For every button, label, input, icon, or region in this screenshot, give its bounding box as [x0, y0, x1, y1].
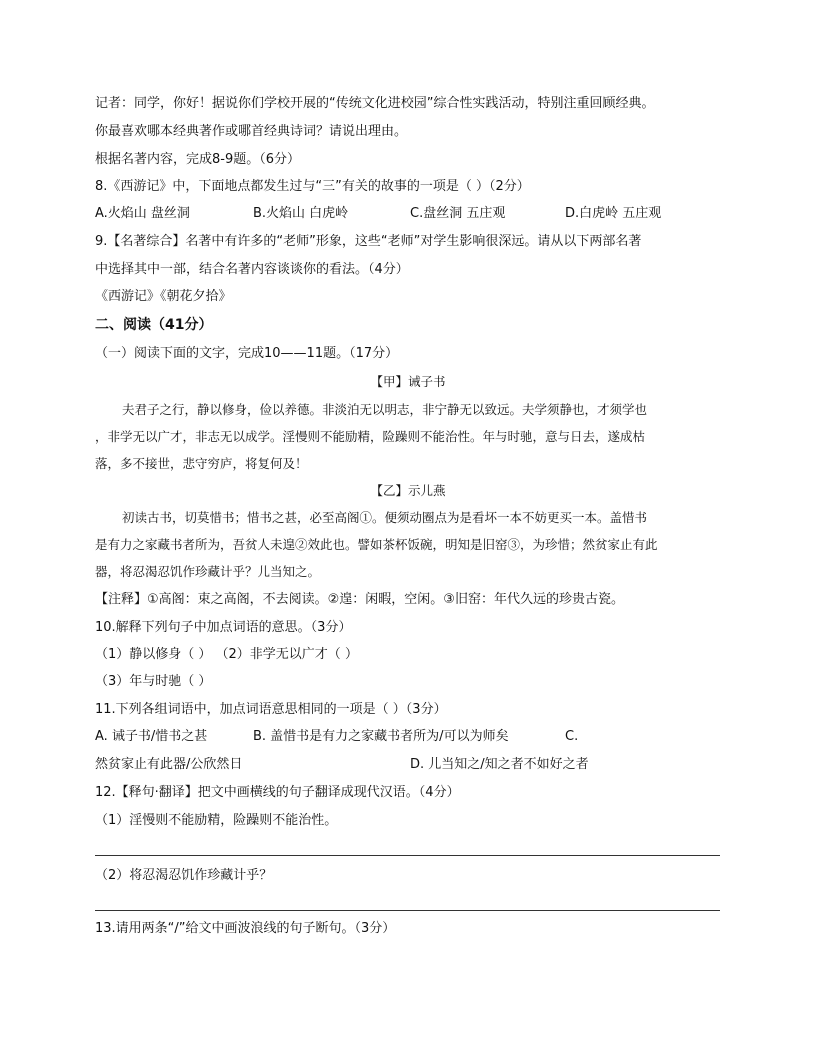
passage-a-line-2: ，非学无以广才，非志无以成学。淫慢则不能励精，险躁则不能治性。年与时驰，意与日去，遂成枯	[95, 429, 646, 444]
question-10-stem: 10.解释下列句子中加点词语的意思。（3分）	[95, 620, 352, 635]
passage-b-title: 【乙】示儿燕	[370, 483, 446, 498]
question-12-stem: 12.【释句·翻译】把文中画横线的句子翻译成现代汉语。（4分）	[95, 785, 460, 800]
question-8-option-c: C.盘丝洞 五庄观	[410, 206, 506, 221]
intro-line-1: 记者：同学，你好！据说你们学校开展的“传统文化进校园”综合性实践活动，特别注重回顾经典。	[95, 96, 655, 111]
question-9-line-2: 中选择其中一部，结合名著内容谈谈你的看法。（4分）	[95, 262, 409, 277]
question-10-line-1: （1）静以修身（ ） （2）非学无以广才（ ）	[95, 647, 358, 662]
question-11-option-c-continued: 然贫家止有此器/公欣然日	[95, 757, 243, 772]
passage-b-line-1: 初读古书，切莫惜书；惜书之甚，必至高阁①。便须动圈点为是看坏一本不妨更买一本。盖惜书	[122, 510, 648, 525]
question-11-option-a: A. 诫子书/惜书之甚	[95, 729, 208, 744]
question-9-line-1: 9.【名著综合】名著中有许多的“老师”形象，这些“老师”对学生影响很深远。请从以下两部名著	[95, 234, 642, 249]
passage-b-line-3: 器，将忍渴忍饥作珍藏计乎？儿当知之。	[95, 564, 321, 579]
question-12-sub-2: （2）将忍渴忍饥作珍藏计乎？	[95, 868, 273, 883]
question-11-stem: 11.下列各组词语中，加点词语意思相同的一项是（ ）（3分）	[95, 702, 447, 717]
section-2-heading: 二、阅读（41分）	[95, 317, 213, 333]
question-8-option-d: D.白虎岭 五庄观	[565, 206, 662, 221]
passage-a-line-1: 夫君子之行，静以修身，俭以养德。非淡泊无以明志，非宁静无以致远。夫学须静也，才须学也	[122, 402, 648, 417]
question-9-books: 《西游记》《朝花夕拾》	[95, 289, 232, 304]
question-13-stem: 13.请用两条“/”给文中画波浪线的句子断句。（3分）	[95, 921, 396, 936]
question-10-line-2: （3）年与时驰（ ）	[95, 674, 212, 689]
section-2-subheading: （一）阅读下面的文字，完成10——11题。（17分）	[95, 346, 399, 361]
intro-line-3: 根据名著内容，完成8-9题。（6分）	[95, 152, 301, 167]
intro-line-2: 你最喜欢哪本经典著作或哪首经典诗词？请说出理由。	[95, 124, 408, 139]
question-12-sub-1: （1）淫慢则不能励精，险躁则不能治性。	[95, 813, 338, 828]
question-11-option-d: D. 儿当知之/知之者不如好之者	[410, 757, 589, 772]
question-8-option-a: A.火焰山 盘丝洞	[95, 206, 190, 221]
question-8-stem: 8.《西游记》中，下面地点都发生过与“三”有关的故事的一项是（ ）（2分）	[95, 179, 530, 194]
passage-b-line-2: 是有力之家藏书者所为，吾贫人未遑②效此也。譬如茶杯饭碗，明知是旧窑③，为珍惜；然贫家止有此	[95, 537, 658, 552]
question-8-option-b: B.火焰山 白虎岭	[253, 206, 349, 221]
passage-a-title: 【甲】诫子书	[370, 374, 446, 389]
passage-a-line-3: 落，多不接世，悲守穷庐，将复何及！	[95, 456, 308, 471]
question-11-option-b: B. 盖惜书是有力之家藏书者所为/可以为师矣	[253, 729, 509, 744]
answer-line-1[interactable]	[95, 855, 720, 856]
question-11-option-c: C.	[565, 729, 579, 744]
annotation-note: 【注释】①高阁：束之高阁，不去阅读。②遑：闲暇，空闲。③旧窑：年代久远的珍贵古瓷。	[95, 592, 624, 607]
answer-line-2[interactable]	[95, 910, 720, 911]
